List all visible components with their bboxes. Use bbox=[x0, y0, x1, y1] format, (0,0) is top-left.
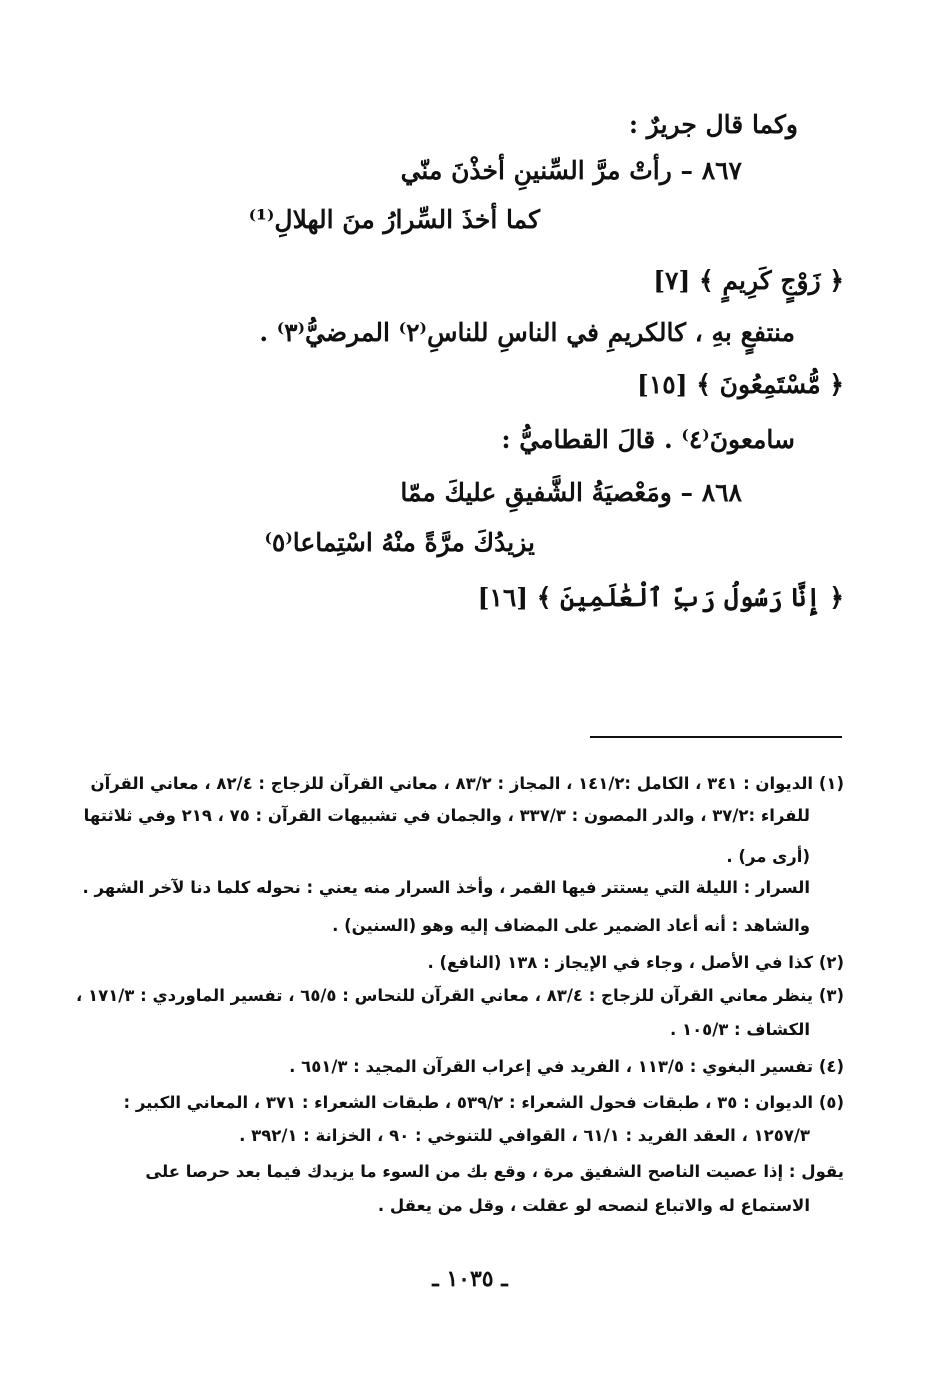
footnote-5-line-4: الاستماع له والاتباع لنصحه لو عقلت ، وقل من يعقل . bbox=[377, 1196, 810, 1215]
explanation-15: سامعونَ⁽٤⁾ . قالَ القطاميُّ : bbox=[501, 425, 795, 454]
footnote-1-line-2: للفراء :٣٧/٢ ، والدر المصون : ٣٣٧/٣ ، والجمان في تشبيهات القرآن : ٧٥ ، ٢١٩ وفي ثلاثتها bbox=[83, 806, 810, 825]
page-number: ـ ١٠٣٥ ـ bbox=[432, 1266, 508, 1292]
footnote-divider bbox=[590, 736, 842, 738]
explanation-7: منتفعٍ بهِ ، كالكريمِ في الناسِ للناسِ⁽٢⁾ المرضيُّ⁽٣⁾ . bbox=[259, 318, 795, 347]
verse-868-first-hemistich: ٨٦٨ – ومَعْصيَةُ الشَّفيقِ عليكَ ممّا bbox=[400, 478, 742, 507]
footnote-4: (٤) تفسير البغوي : ١١٣/٥ ، الفريد في إعراب القرآن المجيد : ٦٥١/٣ . bbox=[289, 1057, 844, 1076]
footnote-3-line-2: الكشاف : ١٠٥/٣ . bbox=[669, 1020, 810, 1039]
intro-line: وكما قال جريرٌ : bbox=[628, 110, 798, 139]
quran-reference-15: ﴿ مُّسْتَمِعُونَ ﴾ [١٥] bbox=[637, 370, 844, 399]
footnote-1-line-1: (١) الديوان : ٣٤١ ، الكامل :١٤١/٢ ، المجاز : ٨٣/٢ ، معاني القرآن للزجاج : ٨٢/٤ ، معاني القرآن bbox=[90, 774, 844, 793]
footnote-2: (٢) كذا في الأصل ، وجاء في الإيجاز : ١٣٨ (النافع) . bbox=[427, 953, 844, 972]
verse-867-second-hemistich: كما أخذَ السِّرارُ منَ الهلالِ⁽¹⁾ bbox=[248, 205, 540, 234]
footnote-1-line-5: والشاهد : أنه أعاد الضمير على المضاف إليه وهو (السنين) . bbox=[332, 916, 810, 935]
quran-reference-7: ﴿ زَوْجٍ كَرِيمٍ ﴾ [٧] bbox=[653, 266, 844, 295]
footnote-5-line-3: يقول : إذا عصيت الناصح الشفيق مرة ، وقع بك من السوء ما يزيدك فيما بعد حرصا على bbox=[145, 1162, 844, 1181]
footnote-5-line-2: ١٢٥٧/٣ ، العقد الفريد : ٦١/١ ، القوافي للتنوخي : ٩٠ ، الخزانة : ٣٩٢/١ . bbox=[239, 1126, 810, 1145]
verse-867-first-hemistich: ٨٦٧ – رأتْ مرَّ السِّنينِ أخذْنَ منّي bbox=[400, 156, 742, 185]
footnote-1-line-3: (أرى مر) . bbox=[726, 847, 810, 866]
footnote-3-line-1: (٣) ينظر معاني القرآن للزجاج : ٨٣/٤ ، معاني القرآن للنحاس : ٦٥/٥ ، تفسير الماوردي : ١٧١/٣ ، bbox=[76, 986, 844, 1005]
quran-reference-16: ﴿ إِنَّا رَسُولُ رَبِّ ٱلْعَٰلَمِينَ ﴾ [١٦] bbox=[477, 583, 844, 612]
footnote-1-line-4: السرار : الليلة التي يستتر فيها القمر ، وأخذ السرار منه يعني : نحوله كلما دنا لآخر الشهر . bbox=[82, 878, 810, 897]
verse-868-second-hemistich: يزيدُكَ مرَّةً منْهُ اسْتِماعا⁽٥⁾ bbox=[264, 528, 535, 557]
footnote-5-line-1: (٥) الديوان : ٣٥ ، طبقات فحول الشعراء : ٥٣٩/٢ ، طبقات الشعراء : ٣٧١ ، المعاني الكبير : bbox=[123, 1093, 844, 1112]
